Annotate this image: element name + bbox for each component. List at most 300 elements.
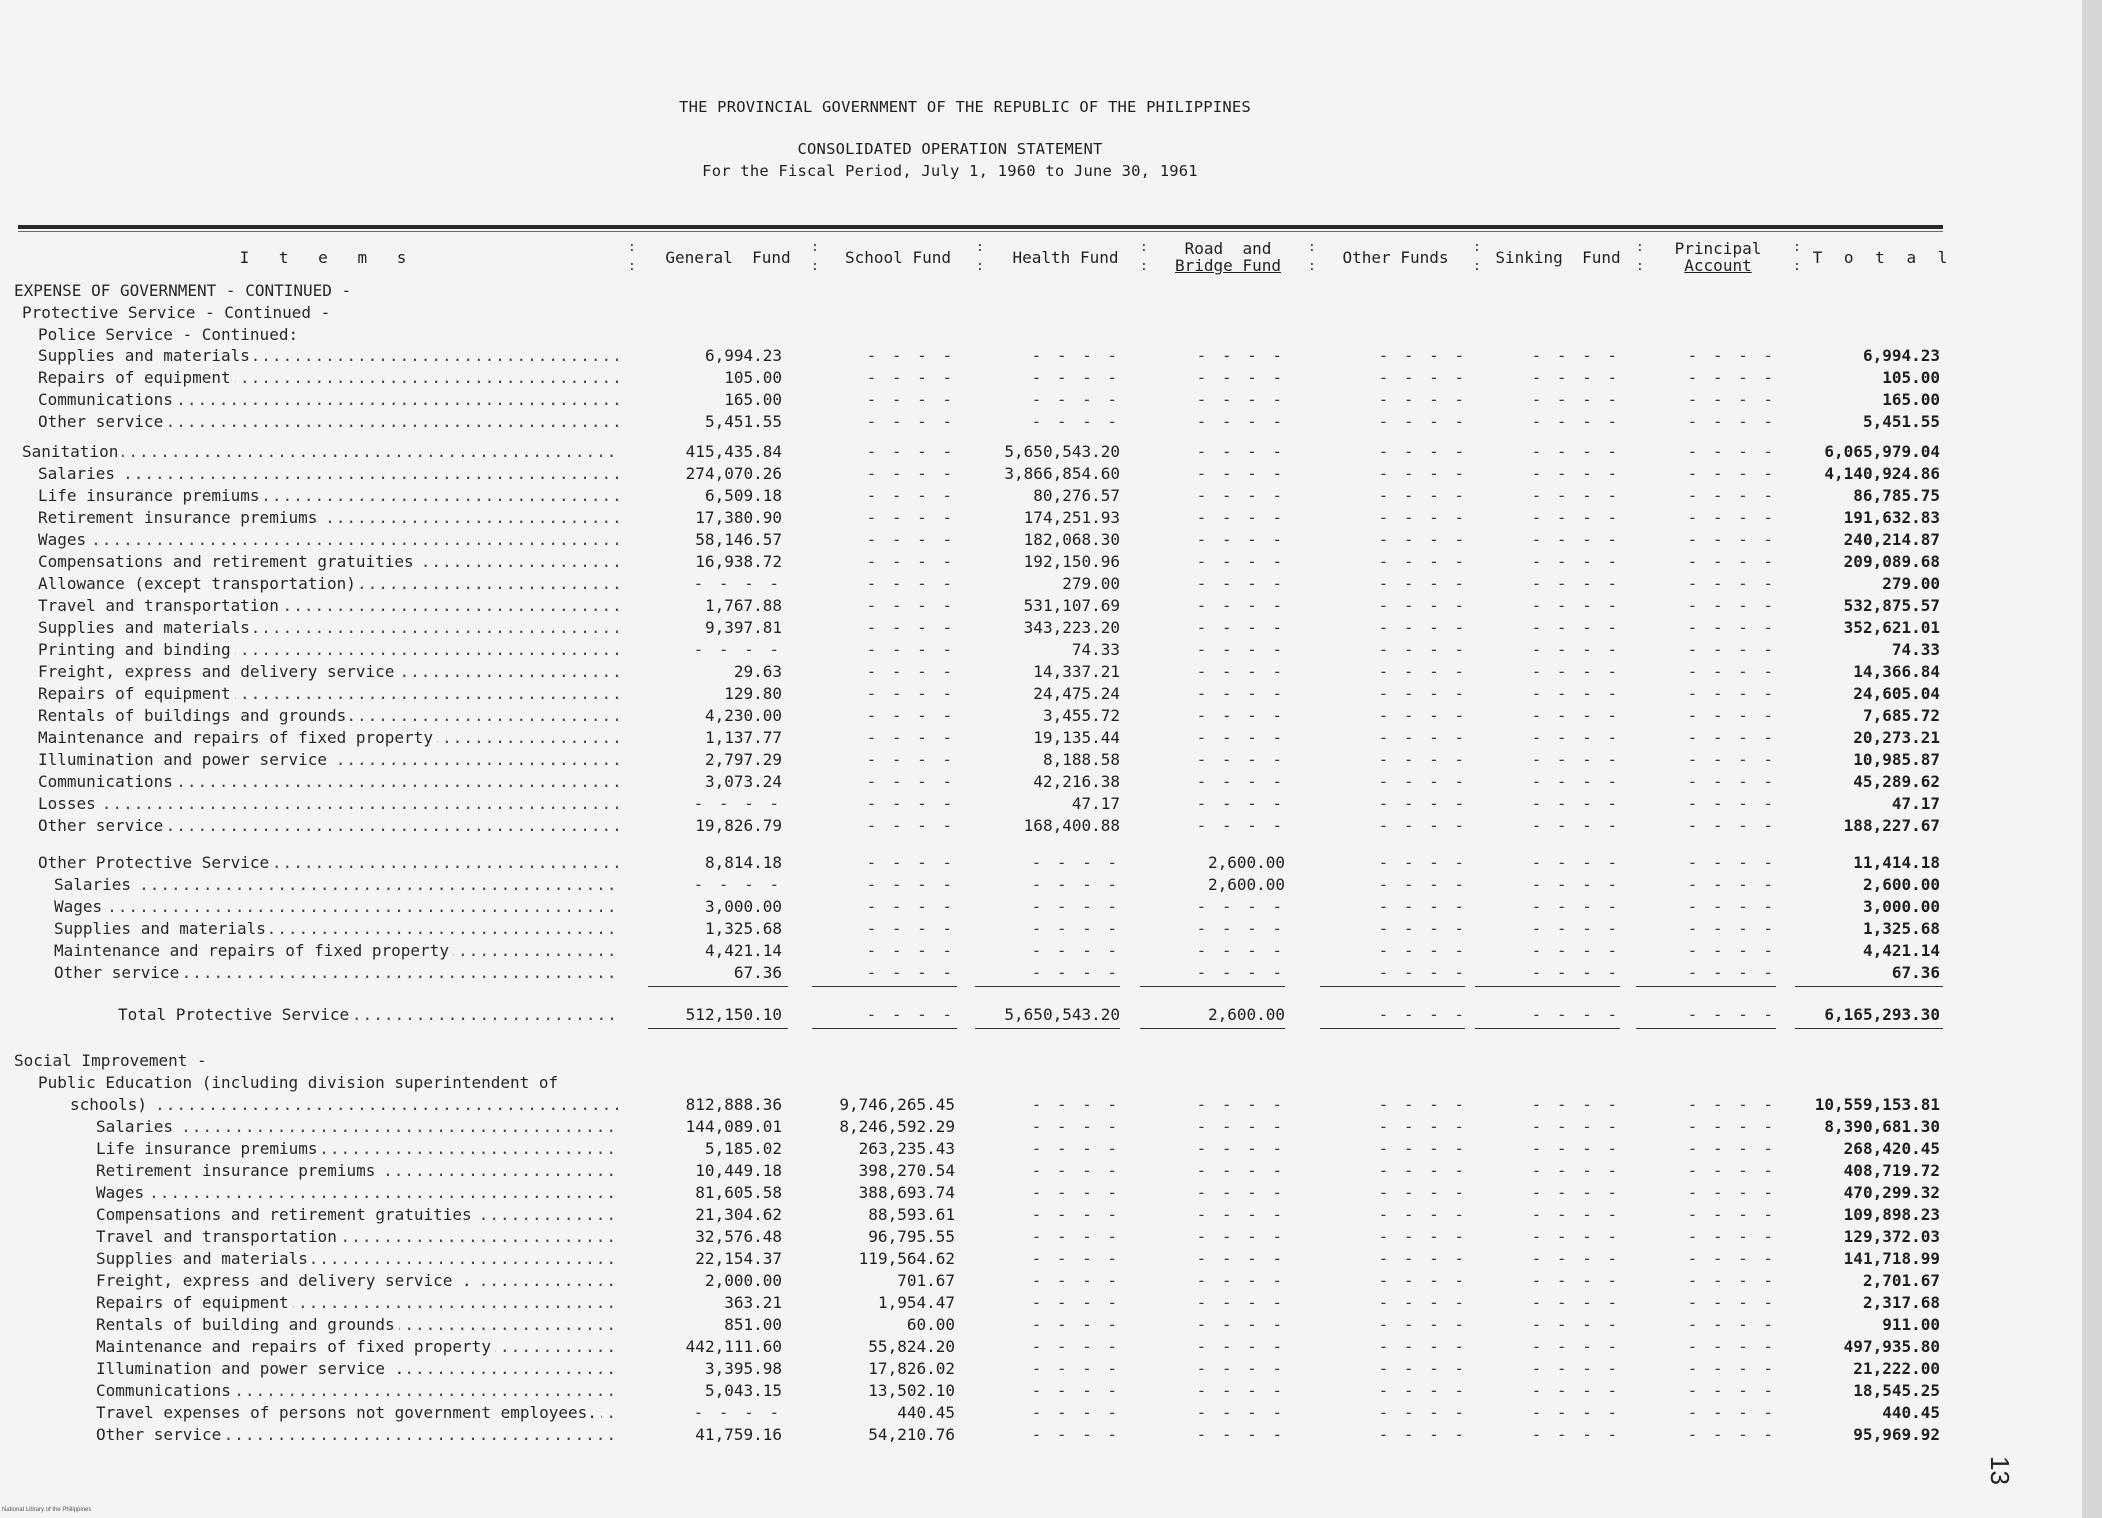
cell-school: - - - - <box>866 750 955 769</box>
cell-principal: - - - - <box>1687 919 1776 938</box>
row-label <box>38 683 620 705</box>
table-row <box>0 1380 2082 1402</box>
cell-sinking: - - - - <box>1531 706 1620 725</box>
header-separator: : : <box>1636 240 1644 274</box>
table-row <box>0 727 2082 749</box>
cell-sinking: - - - - <box>1531 1161 1620 1180</box>
cell-total: 209,089.68 <box>1843 552 1940 571</box>
cell-total: 6,165,293.30 <box>1824 1005 1940 1024</box>
cell-school: - - - - <box>866 919 955 938</box>
row-label-text: Compensations and retirement gratuities <box>96 1205 476 1224</box>
cell-other-funds: - - - - <box>1378 684 1467 703</box>
fiscal-period: For the Fiscal Period, July 1, 1960 to June 30, 1961 <box>702 162 1198 180</box>
cell-general: 8,814.18 <box>704 853 782 872</box>
table-row <box>0 551 2082 573</box>
row-label-text: Total Protective Service <box>118 1005 353 1024</box>
cell-other-funds: - - - - <box>1378 508 1467 527</box>
cell-other-funds: - - - - <box>1378 1337 1467 1356</box>
cell-principal: - - - - <box>1687 1227 1776 1246</box>
cell-other-funds: - - - - <box>1378 662 1467 681</box>
cell-road-bridge: - - - - <box>1196 390 1285 409</box>
cell-health: - - - - <box>1031 1161 1120 1180</box>
row-label-text: Travel and transportation <box>38 596 283 615</box>
row-label <box>54 962 620 984</box>
cell-school: 96,795.55 <box>868 1227 955 1246</box>
header-separator: : : <box>811 240 819 274</box>
cell-school: 88,593.61 <box>868 1205 955 1224</box>
cell-other-funds: - - - - <box>1378 346 1467 365</box>
cell-health: 168,400.88 <box>1023 816 1120 835</box>
section-heading <box>0 324 2082 346</box>
cell-health: 14,337.21 <box>1033 662 1120 681</box>
header-account-line: Account <box>1684 256 1752 275</box>
cell-principal: - - - - <box>1687 1095 1776 1114</box>
cell-general: 32,576.48 <box>695 1227 782 1246</box>
row-label <box>96 1182 620 1204</box>
cell-sinking: - - - - <box>1531 574 1620 593</box>
cell-school: 60.00 <box>906 1315 955 1334</box>
cell-health: - - - - <box>1031 919 1120 938</box>
row-label <box>38 411 620 433</box>
cell-road-bridge: - - - - <box>1196 1425 1285 1444</box>
cell-sinking: - - - - <box>1531 1183 1620 1202</box>
cell-total: 109,898.23 <box>1843 1205 1940 1224</box>
table-row <box>0 852 2082 874</box>
cell-principal: - - - - <box>1687 640 1776 659</box>
row-label <box>38 367 620 389</box>
cell-other-funds: - - - - <box>1378 618 1467 637</box>
cell-health: - - - - <box>1031 897 1120 916</box>
row-label-text: Maintenance and repairs of fixed property <box>38 728 437 747</box>
row-label <box>38 389 620 411</box>
cell-general: 58,146.57 <box>695 530 782 549</box>
cell-health: 343,223.20 <box>1023 618 1120 637</box>
cell-other-funds: - - - - <box>1378 750 1467 769</box>
cell-general: 442,111.60 <box>685 1337 782 1356</box>
cell-sinking: - - - - <box>1531 1293 1620 1312</box>
cell-sinking: - - - - <box>1531 486 1620 505</box>
table-row <box>0 1248 2082 1270</box>
table-row <box>0 411 2082 433</box>
row-label-text: Supplies and materials <box>38 618 254 637</box>
cell-general: - - - - <box>693 1403 782 1422</box>
cell-sinking: - - - - <box>1531 794 1620 813</box>
row-label <box>96 1116 620 1138</box>
cell-school: - - - - <box>866 941 955 960</box>
row-label <box>96 1138 620 1160</box>
row-label <box>96 1358 620 1380</box>
cell-principal: - - - - <box>1687 1183 1776 1202</box>
cell-health: - - - - <box>1031 1403 1120 1422</box>
cell-general: 9,397.81 <box>704 618 782 637</box>
cell-health: - - - - <box>1031 1381 1120 1400</box>
cell-other-funds: - - - - <box>1378 596 1467 615</box>
cell-health: - - - - <box>1031 390 1120 409</box>
row-label-text: Allowance (except transportation) <box>38 574 360 593</box>
cell-school: - - - - <box>866 574 955 593</box>
cell-sinking: - - - - <box>1531 875 1620 894</box>
cell-sinking: - - - - <box>1531 508 1620 527</box>
cell-sinking: - - - - <box>1531 618 1620 637</box>
cell-sinking: - - - - <box>1531 1271 1620 1290</box>
cell-school: - - - - <box>866 530 955 549</box>
row-label <box>96 1204 620 1226</box>
cell-principal: - - - - <box>1687 1005 1776 1024</box>
table-row <box>0 1336 2082 1358</box>
cell-sinking: - - - - <box>1531 750 1620 769</box>
cell-total: 129,372.03 <box>1843 1227 1940 1246</box>
cell-sinking: - - - - <box>1531 1249 1620 1268</box>
row-label <box>96 1424 620 1446</box>
cell-road-bridge: - - - - <box>1196 1117 1285 1136</box>
header-road-line: Road and <box>1184 239 1272 258</box>
cell-sinking: - - - - <box>1531 442 1620 461</box>
cell-school: 263,235.43 <box>858 1139 955 1158</box>
cell-general: 19,826.79 <box>695 816 782 835</box>
cell-general: - - - - <box>693 794 782 813</box>
cell-principal: - - - - <box>1687 662 1776 681</box>
cell-sinking: - - - - <box>1531 897 1620 916</box>
table-row <box>0 874 2082 896</box>
cell-school: - - - - <box>866 390 955 409</box>
row-label <box>38 595 620 617</box>
cell-road-bridge: 2,600.00 <box>1207 853 1285 872</box>
row-label <box>38 705 620 727</box>
row-label <box>38 639 620 661</box>
page-number: 13 <box>1984 1456 2015 1485</box>
cell-health: 47.17 <box>1071 794 1120 813</box>
row-label <box>96 1314 620 1336</box>
cell-general: 10,449.18 <box>695 1161 782 1180</box>
table-row <box>0 793 2082 815</box>
cell-total: 440.45 <box>1882 1403 1940 1422</box>
cell-total: 10,559,153.81 <box>1814 1095 1940 1114</box>
cell-other-funds: - - - - <box>1378 486 1467 505</box>
cell-sinking: - - - - <box>1531 1337 1620 1356</box>
row-label-text: Supplies and materials <box>38 346 254 365</box>
cell-principal: - - - - <box>1687 574 1776 593</box>
cell-road-bridge: - - - - <box>1196 530 1285 549</box>
cell-total: 6,065,979.04 <box>1824 442 1940 461</box>
row-label-text: Freight, express and delivery service . <box>96 1271 476 1290</box>
row-label-text: Other service <box>38 412 167 431</box>
cell-health: 182,068.30 <box>1023 530 1120 549</box>
cell-principal: - - - - <box>1687 1117 1776 1136</box>
cell-principal: - - - - <box>1687 1161 1776 1180</box>
cell-health: - - - - <box>1031 1249 1120 1268</box>
cell-health: 19,135.44 <box>1033 728 1120 747</box>
total-rule <box>1140 1028 1285 1029</box>
cell-principal: - - - - <box>1687 1337 1776 1356</box>
cell-total: 141,718.99 <box>1843 1249 1940 1268</box>
cell-sinking: - - - - <box>1531 1227 1620 1246</box>
cell-principal: - - - - <box>1687 486 1776 505</box>
cell-road-bridge: - - - - <box>1196 552 1285 571</box>
cell-other-funds: - - - - <box>1378 1359 1467 1378</box>
subtotal-rule <box>1140 986 1285 987</box>
row-label <box>38 345 620 367</box>
cell-other-funds: - - - - <box>1378 875 1467 894</box>
row-label-text: Retirement insurance premiums <box>96 1161 379 1180</box>
table-row <box>0 1358 2082 1380</box>
cell-road-bridge: 2,600.00 <box>1207 1005 1285 1024</box>
cell-health: - - - - <box>1031 1117 1120 1136</box>
cell-general: 1,325.68 <box>704 919 782 938</box>
cell-principal: - - - - <box>1687 618 1776 637</box>
row-label <box>54 918 620 940</box>
cell-total: 532,875.57 <box>1843 596 1940 615</box>
row-label <box>38 463 620 485</box>
cell-road-bridge: - - - - <box>1196 706 1285 725</box>
cell-health: - - - - <box>1031 412 1120 431</box>
cell-total: 45,289.62 <box>1853 772 1940 791</box>
row-label-text: Travel and transportation <box>96 1227 341 1246</box>
table-row <box>0 529 2082 551</box>
table-row <box>0 507 2082 529</box>
cell-school: - - - - <box>866 684 955 703</box>
cell-general: 165.00 <box>724 390 782 409</box>
cell-health: - - - - <box>1031 941 1120 960</box>
cell-other-funds: - - - - <box>1378 1161 1467 1180</box>
table-row <box>0 1182 2082 1204</box>
row-label-text: Supplies and materials <box>54 919 270 938</box>
cell-sinking: - - - - <box>1531 816 1620 835</box>
cell-total: 10,985.87 <box>1853 750 1940 769</box>
row-label-text: Printing and binding <box>38 640 235 659</box>
cell-total: 1,325.68 <box>1862 919 1940 938</box>
cell-total: 191,632.83 <box>1843 508 1940 527</box>
row-label <box>38 852 620 874</box>
row-label <box>96 1380 620 1402</box>
row-label-text: Losses <box>38 794 100 813</box>
total-rule <box>1636 1028 1776 1029</box>
cell-total: 4,140,924.86 <box>1824 464 1940 483</box>
row-label <box>38 551 620 573</box>
cell-total: 8,390,681.30 <box>1824 1117 1940 1136</box>
cell-total: 67.36 <box>1891 963 1940 982</box>
cell-general: 3,000.00 <box>704 897 782 916</box>
row-label-text: Repairs of equipment <box>96 1293 293 1312</box>
cell-principal: - - - - <box>1687 508 1776 527</box>
table-row <box>0 962 2082 984</box>
cell-other-funds: - - - - <box>1378 368 1467 387</box>
section-label: Protective Service - Continued - <box>22 303 331 322</box>
cell-general: 81,605.58 <box>695 1183 782 1202</box>
cell-health: 24,475.24 <box>1033 684 1120 703</box>
cell-road-bridge: - - - - <box>1196 640 1285 659</box>
cell-road-bridge: 2,600.00 <box>1207 875 1285 894</box>
row-label-text: schools) <box>70 1095 151 1114</box>
cell-other-funds: - - - - <box>1378 464 1467 483</box>
cell-sinking: - - - - <box>1531 728 1620 747</box>
cell-general: 29.63 <box>733 662 782 681</box>
cell-road-bridge: - - - - <box>1196 1205 1285 1224</box>
cell-road-bridge: - - - - <box>1196 1337 1285 1356</box>
cell-sinking: - - - - <box>1531 941 1620 960</box>
cell-road-bridge: - - - - <box>1196 508 1285 527</box>
cell-road-bridge: - - - - <box>1196 486 1285 505</box>
row-label-text: Wages <box>96 1183 148 1202</box>
section-label: Public Education (including division superintendent of <box>38 1073 559 1092</box>
cell-school: - - - - <box>866 618 955 637</box>
cell-total: 470,299.32 <box>1843 1183 1940 1202</box>
section-heading <box>0 302 2082 324</box>
cell-general: 17,380.90 <box>695 508 782 527</box>
cell-principal: - - - - <box>1687 875 1776 894</box>
header-general-fund: General Fund <box>665 247 791 267</box>
row-label <box>96 1336 620 1358</box>
header-other-funds: Other Funds <box>1342 247 1449 267</box>
scan-edge <box>2082 0 2102 1518</box>
cell-general: 22,154.37 <box>695 1249 782 1268</box>
cell-other-funds: - - - - <box>1378 1315 1467 1334</box>
cell-principal: - - - - <box>1687 1293 1776 1312</box>
row-label <box>38 661 620 683</box>
subtotal-rule <box>812 986 957 987</box>
cell-general: 1,767.88 <box>704 596 782 615</box>
row-label-text: Other service <box>54 963 183 982</box>
row-label <box>96 1226 620 1248</box>
cell-principal: - - - - <box>1687 706 1776 725</box>
cell-other-funds: - - - - <box>1378 1205 1467 1224</box>
cell-general: 129.80 <box>724 684 782 703</box>
cell-health: - - - - <box>1031 1205 1120 1224</box>
cell-road-bridge: - - - - <box>1196 941 1285 960</box>
cell-principal: - - - - <box>1687 1381 1776 1400</box>
section-label: Social Improvement - <box>14 1051 207 1070</box>
subtotal-rule <box>975 986 1120 987</box>
table-row <box>0 463 2082 485</box>
subtotal-rule <box>1320 986 1465 987</box>
cell-school: - - - - <box>866 1005 955 1024</box>
cell-general: 41,759.16 <box>695 1425 782 1444</box>
table-row <box>0 367 2082 389</box>
cell-total: 74.33 <box>1891 640 1940 659</box>
cell-other-funds: - - - - <box>1378 1249 1467 1268</box>
cell-road-bridge: - - - - <box>1196 412 1285 431</box>
header-separator: : : <box>1793 240 1801 274</box>
cell-sinking: - - - - <box>1531 368 1620 387</box>
cell-road-bridge: - - - - <box>1196 1183 1285 1202</box>
row-label-text: Other Protective Service <box>38 853 273 872</box>
cell-principal: - - - - <box>1687 728 1776 747</box>
cell-principal: - - - - <box>1687 1359 1776 1378</box>
cell-road-bridge: - - - - <box>1196 772 1285 791</box>
cell-school: 55,824.20 <box>868 1337 955 1356</box>
cell-general: 4,230.00 <box>704 706 782 725</box>
cell-health: 3,455.72 <box>1042 706 1120 725</box>
cell-sinking: - - - - <box>1531 1381 1620 1400</box>
cell-road-bridge: - - - - <box>1196 1359 1285 1378</box>
cell-principal: - - - - <box>1687 1315 1776 1334</box>
cell-road-bridge: - - - - <box>1196 794 1285 813</box>
cell-principal: - - - - <box>1687 963 1776 982</box>
cell-general: 812,888.36 <box>685 1095 782 1114</box>
cell-road-bridge: - - - - <box>1196 662 1285 681</box>
cell-total: 4,421.14 <box>1862 941 1940 960</box>
table-row <box>0 485 2082 507</box>
cell-health: - - - - <box>1031 853 1120 872</box>
cell-road-bridge: - - - - <box>1196 368 1285 387</box>
row-label <box>96 1402 620 1424</box>
cell-road-bridge: - - - - <box>1196 464 1285 483</box>
cell-health: 74.33 <box>1071 640 1120 659</box>
cell-health: 42,216.38 <box>1033 772 1120 791</box>
cell-other-funds: - - - - <box>1378 772 1467 791</box>
cell-school: - - - - <box>866 486 955 505</box>
cell-school: - - - - <box>866 897 955 916</box>
cell-school: 54,210.76 <box>868 1425 955 1444</box>
cell-total: 2,600.00 <box>1862 875 1940 894</box>
row-label-text: Life insurance premiums <box>96 1139 322 1158</box>
cell-school: 1,954.47 <box>877 1293 955 1312</box>
cell-sinking: - - - - <box>1531 963 1620 982</box>
subtotal-rule <box>648 986 788 987</box>
cell-health: - - - - <box>1031 1359 1120 1378</box>
cell-general: 67.36 <box>733 963 782 982</box>
table-row <box>0 1116 2082 1138</box>
header-separator: : : <box>1140 240 1148 274</box>
cell-total: 408,719.72 <box>1843 1161 1940 1180</box>
cell-general: 6,509.18 <box>704 486 782 505</box>
table-row <box>0 705 2082 727</box>
cell-other-funds: - - - - <box>1378 442 1467 461</box>
section-heading <box>0 1050 2082 1072</box>
cell-health: 5,650,543.20 <box>1004 1005 1120 1024</box>
section-label: Police Service - Continued: <box>38 325 299 344</box>
cell-principal: - - - - <box>1687 853 1776 872</box>
cell-total: 911.00 <box>1882 1315 1940 1334</box>
cell-sinking: - - - - <box>1531 919 1620 938</box>
row-label <box>38 727 620 749</box>
cell-school: - - - - <box>866 963 955 982</box>
cell-total: 2,701.67 <box>1862 1271 1940 1290</box>
cell-school: - - - - <box>866 464 955 483</box>
table-row <box>0 389 2082 411</box>
row-label <box>54 940 620 962</box>
row-label-text: Wages <box>38 530 90 549</box>
cell-road-bridge: - - - - <box>1196 1403 1285 1422</box>
cell-other-funds: - - - - <box>1378 1139 1467 1158</box>
total-rule <box>975 1028 1120 1029</box>
cell-health: - - - - <box>1031 1425 1120 1444</box>
cell-total: 352,621.01 <box>1843 618 1940 637</box>
row-label <box>38 617 620 639</box>
cell-other-funds: - - - - <box>1378 706 1467 725</box>
cell-health: - - - - <box>1031 1315 1120 1334</box>
cell-health: - - - - <box>1031 1271 1120 1290</box>
cell-principal: - - - - <box>1687 1139 1776 1158</box>
cell-other-funds: - - - - <box>1378 1381 1467 1400</box>
cell-other-funds: - - - - <box>1378 1095 1467 1114</box>
cell-other-funds: - - - - <box>1378 1117 1467 1136</box>
cell-principal: - - - - <box>1687 1205 1776 1224</box>
cell-other-funds: - - - - <box>1378 412 1467 431</box>
cell-health: 192,150.96 <box>1023 552 1120 571</box>
total-rule <box>1475 1028 1620 1029</box>
table-row <box>0 1160 2082 1182</box>
cell-school: 13,502.10 <box>868 1381 955 1400</box>
total-rule <box>1320 1028 1465 1029</box>
row-label-text: Maintenance and repairs of fixed property <box>96 1337 495 1356</box>
cell-health: 174,251.93 <box>1023 508 1120 527</box>
cell-sinking: - - - - <box>1531 1117 1620 1136</box>
cell-other-funds: - - - - <box>1378 1271 1467 1290</box>
row-label-text: Sanitation <box>22 442 122 461</box>
cell-school: - - - - <box>866 662 955 681</box>
cell-sinking: - - - - <box>1531 853 1620 872</box>
subtotal-rule <box>1795 986 1943 987</box>
